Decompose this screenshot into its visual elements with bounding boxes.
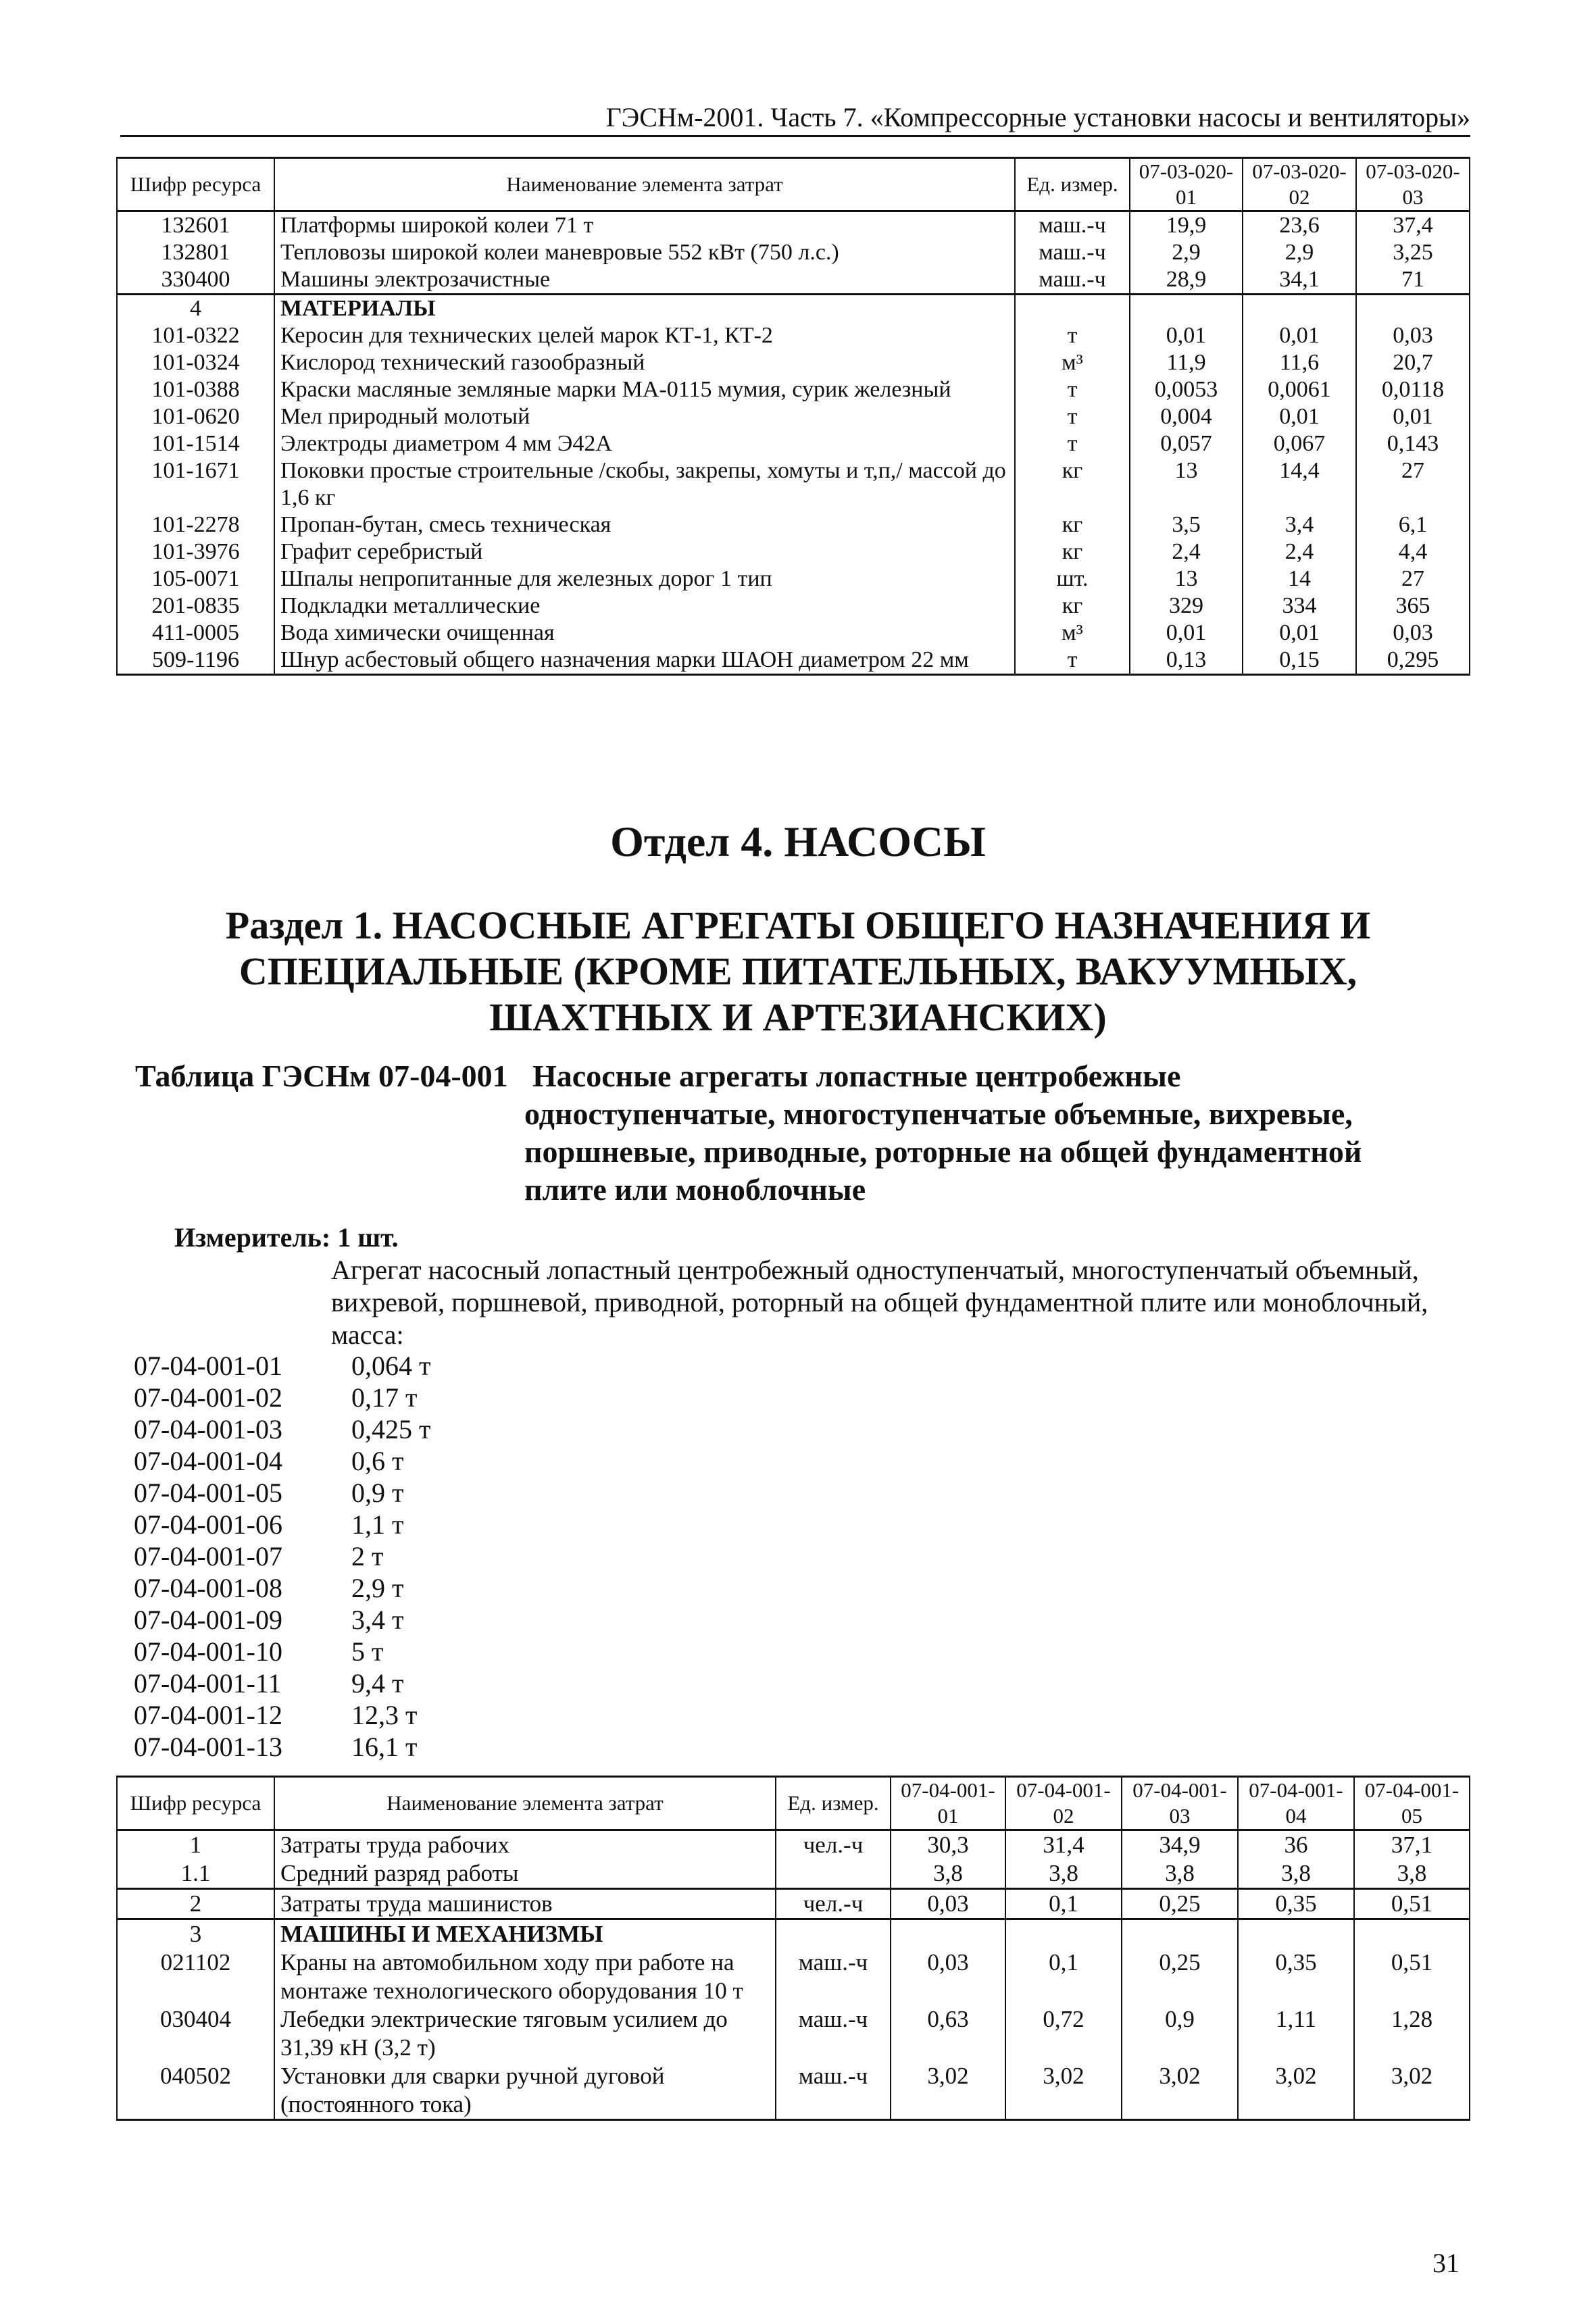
cost-element-cell: Подкладки металлические [274,593,1015,620]
unit-cell: м³ [1015,620,1130,647]
resource-code-cell: 101-1671 [117,457,274,511]
value-cell: 13 [1130,457,1243,511]
value-cell: 30,3 [891,1830,1005,1860]
norm-code: 07-04-001-03 [134,1414,282,1444]
value-cell: 0,004 [1130,403,1243,430]
table-row [117,620,1470,647]
value-cell [1356,295,1470,323]
table-row [117,1948,1470,2005]
table-title [135,1057,1460,1209]
value-cell: 3,8 [1122,1859,1238,1889]
value-cell: 0,72 [1005,2005,1122,2062]
value-cell: 37,4 [1356,211,1470,240]
value-cell: 37,1 [1354,1830,1470,1860]
value-cell: 3,02 [1238,2062,1354,2120]
table-header-row [117,158,1470,211]
value-cell: 3,02 [1005,2062,1122,2120]
cost-element-cell: МАТЕРИАЛЫ [274,295,1015,323]
code-mass-row [134,1350,430,1382]
value-cell: 0,63 [891,2005,1005,2062]
col-header: 07-03-020-03 [1356,158,1470,211]
section-title-line: ШАХТНЫХ И АРТЕЗИАНСКИХ) [489,995,1107,1039]
value-cell: 0,03 [1356,620,1470,647]
value-cell: 0,13 [1130,647,1243,675]
col-header: 07-04-001-01 [891,1777,1005,1830]
table-title-line: одноступенчатые, многоступенчатые объемные, вихревые, [524,1097,1353,1131]
value-cell: 365 [1356,593,1470,620]
norm-mass: 12,3 т [351,1700,418,1730]
value-cell: 3,8 [1238,1859,1354,1889]
norm-mass: 5 т [351,1636,384,1667]
value-cell: 6,1 [1356,511,1470,538]
cost-element-cell: Установки для сварки ручной дуговой (постоянного тока) [274,2062,776,2120]
norm-mass: 1,1 т [351,1509,404,1540]
value-cell: 0,01 [1130,620,1243,647]
value-cell: 2,9 [1130,239,1243,266]
norm-code: 07-04-001-10 [134,1636,282,1667]
value-cell: 4,4 [1356,538,1470,565]
table-row [117,295,1470,323]
value-cell: 27 [1356,457,1470,511]
value-cell: 28,9 [1130,266,1243,295]
norm-code: 07-04-001-01 [134,1351,282,1381]
norm-code: 07-04-001-13 [134,1732,282,1762]
norm-code: 07-04-001-07 [134,1541,282,1571]
cost-element-cell: Тепловозы широкой колеи маневровые 552 кВт (750 л.с.) [274,239,1015,266]
code-mass-row [134,1699,430,1731]
unit-cell: т [1015,647,1130,675]
value-cell: 0,25 [1122,1948,1238,2005]
cost-element-cell: Электроды диаметром 4 мм Э42А [274,430,1015,457]
code-mass-row [134,1667,430,1699]
value-cell: 329 [1130,593,1243,620]
unit-cell: т [1015,430,1130,457]
unit-cell: кг [1015,457,1130,511]
value-cell: 0,01 [1243,322,1356,349]
unit-cell: шт. [1015,565,1130,593]
value-cell: 3,8 [1005,1859,1122,1889]
cost-element-cell: Платформы широкой колеи 71 т [274,211,1015,240]
col-header: Наименование элемента затрат [274,158,1015,211]
value-cell: 0,15 [1243,647,1356,675]
norm-mass: 2,9 т [351,1573,404,1603]
resource-code-cell: 201-0835 [117,593,274,620]
value-cell: 0,1 [1005,1948,1122,2005]
cost-element-cell: Средний разряд работы [274,1859,776,1889]
unit-cell [776,1919,891,1949]
value-cell: 0,143 [1356,430,1470,457]
value-cell: 0,35 [1238,1889,1354,1919]
unit-cell: кг [1015,593,1130,620]
unit-cell: маш.-ч [776,2062,891,2120]
cost-element-cell: Краны на автомобильном ходу при работе на монтаже технологического оборудования 10 т [274,1948,776,2005]
value-cell: 0,057 [1130,430,1243,457]
unit-cell: маш.-ч [1015,211,1130,240]
table-row [117,211,1470,240]
value-cell [1122,1919,1238,1949]
table-row [117,593,1470,620]
value-cell: 71 [1356,266,1470,295]
unit-cell [776,1859,891,1889]
value-cell: 27 [1356,565,1470,593]
value-cell: 2,9 [1243,239,1356,266]
resource-code-cell: 040502 [117,2062,274,2120]
unit-cell: маш.-ч [776,2005,891,2062]
cost-element-cell: Графит серебристый [274,538,1015,565]
cost-element-cell: Пропан-бутан, смесь техническая [274,511,1015,538]
table-row [117,376,1470,403]
value-cell: 0,51 [1354,1948,1470,2005]
value-cell: 0,03 [891,1948,1005,2005]
value-cell: 0,295 [1356,647,1470,675]
resource-code-cell: 101-0322 [117,322,274,349]
norm-mass: 3,4 т [351,1605,404,1635]
value-cell: 0,9 [1122,2005,1238,2062]
col-header: 07-03-020-02 [1243,158,1356,211]
resource-code-cell: 411-0005 [117,620,274,647]
unit-cell: м³ [1015,349,1130,376]
norm-mass: 0,9 т [351,1478,404,1508]
resource-code-cell: 1.1 [117,1859,274,1889]
section-title-line: СПЕЦИАЛЬНЫЕ (КРОМЕ ПИТАТЕЛЬНЫХ, ВАКУУМНЫХ, [239,949,1357,993]
value-cell: 0,51 [1354,1889,1470,1919]
department-title: Отдел 4. НАСОСЫ [610,818,986,865]
resource-code-cell: 132801 [117,239,274,266]
cost-element-cell: МАШИНЫ И МЕХАНИЗМЫ [274,1919,776,1949]
unit-cell [1015,295,1130,323]
unit-cell: кг [1015,511,1130,538]
value-cell [1005,1919,1122,1949]
value-cell: 0,25 [1122,1889,1238,1919]
resource-code-cell: 330400 [117,266,274,295]
col-header: Наименование элемента затрат [274,1777,776,1830]
value-cell: 3,5 [1130,511,1243,538]
code-mass-row [134,1731,430,1763]
table-title-line: плите или моноблочные [524,1172,866,1207]
table-row [117,2005,1470,2062]
unit-cell: т [1015,322,1130,349]
table-title-line: поршневые, приводные, роторные на общей фундаментной [524,1134,1362,1169]
table-row [117,239,1470,266]
resource-code-cell: 132601 [117,211,274,240]
unit-cell: т [1015,403,1130,430]
section-title-line: Раздел 1. НАСОСНЫЕ АГРЕГАТЫ ОБЩЕГО НАЗНАЧЕНИЯ И [225,903,1371,947]
norm-mass: 9,4 т [351,1668,404,1699]
code-mass-row [134,1604,430,1636]
resource-code-cell: 101-0324 [117,349,274,376]
norm-mass: 16,1 т [351,1732,418,1762]
value-cell: 11,9 [1130,349,1243,376]
resource-code-cell: 101-2278 [117,511,274,538]
table-row [117,1830,1470,1860]
description: Агрегат насосный лопастный центробежный одноступенчатый, многоступенчатый объемный, вихревой, поршневой, приводной, роторный на общей фундаментной плите или моноблочный, масса: [331,1255,1428,1350]
value-cell: 3,25 [1356,239,1470,266]
col-header: 07-03-020-01 [1130,158,1243,211]
unit-cell: чел.-ч [776,1830,891,1860]
cost-element-cell: Мел природный молотый [274,403,1015,430]
value-cell: 0,1 [1005,1889,1122,1919]
code-mass-row [134,1413,430,1445]
norm-code: 07-04-001-05 [134,1478,282,1508]
table-title-prefix: Таблица ГЭСНм 07-04-001 [135,1059,508,1093]
cost-element-cell: Затраты труда рабочих [274,1830,776,1860]
value-cell: 0,01 [1243,620,1356,647]
value-cell: 0,01 [1130,322,1243,349]
code-mass-row [134,1477,430,1509]
resource-code-cell: 105-0071 [117,565,274,593]
value-cell: 36 [1238,1830,1354,1860]
page-number: 31 [1432,2248,1460,2278]
resource-code-cell: 101-0388 [117,376,274,403]
table-row [117,266,1470,295]
value-cell: 14,4 [1243,457,1356,511]
value-cell: 11,6 [1243,349,1356,376]
resource-code-cell: 030404 [117,2005,274,2062]
value-cell: 31,4 [1005,1830,1122,1860]
value-cell: 20,7 [1356,349,1470,376]
norm-mass: 0,064 т [351,1351,431,1381]
value-cell: 0,0118 [1356,376,1470,403]
value-cell: 0,35 [1238,1948,1354,2005]
table-row [117,1919,1470,1949]
running-header: ГЭСНм-2001. Часть 7. «Компрессорные установки насосы и вентиляторы» [605,102,1470,132]
cost-element-cell: Поковки простые строительные /скобы, закрепы, хомуты и т,п,/ массой до 1,6 кг [274,457,1015,511]
value-cell [891,1919,1005,1949]
norm-mass: 0,6 т [351,1446,404,1476]
code-mass-row [134,1445,430,1477]
norm-code: 07-04-001-09 [134,1605,282,1635]
table-row [117,430,1470,457]
resource-code-cell: 509-1196 [117,647,274,675]
value-cell [1243,295,1356,323]
value-cell: 0,01 [1356,403,1470,430]
value-cell: 34,9 [1122,1830,1238,1860]
value-cell: 0,03 [891,1889,1005,1919]
value-cell: 0,0053 [1130,376,1243,403]
unit-cell: кг [1015,538,1130,565]
value-cell: 19,9 [1130,211,1243,240]
table-07-04-001 [116,1776,1470,2121]
resource-code-cell: 3 [117,1919,274,1949]
resource-code-cell: 2 [117,1889,274,1919]
value-cell: 3,8 [891,1859,1005,1889]
code-mass-row [134,1572,430,1604]
value-cell: 13 [1130,565,1243,593]
cost-element-cell: Шпалы непропитанные для железных дорог 1 тип [274,565,1015,593]
value-cell [1130,295,1243,323]
col-header: 07-04-001-05 [1354,1777,1470,1830]
header-rule [120,135,1470,137]
table-title-line: Насосные агрегаты лопастные центробежные [532,1059,1181,1093]
value-cell [1354,1919,1470,1949]
table-row [117,322,1470,349]
table-row [117,565,1470,593]
measure-unit: Измеритель: 1 шт. [174,1222,399,1253]
table-row [117,349,1470,376]
resource-code-cell: 4 [117,295,274,323]
unit-cell: маш.-ч [776,1948,891,2005]
value-cell: 14 [1243,565,1356,593]
unit-cell: маш.-ч [1015,239,1130,266]
value-cell: 1,28 [1354,2005,1470,2062]
norm-code: 07-04-001-12 [134,1700,282,1730]
norm-code: 07-04-001-06 [134,1509,282,1540]
col-header: Ед. измер. [1015,158,1130,211]
unit-cell: т [1015,376,1130,403]
table-row [117,403,1470,430]
value-cell: 3,02 [1354,2062,1470,2120]
unit-cell: маш.-ч [1015,266,1130,295]
resource-code-cell: 021102 [117,1948,274,2005]
value-cell: 2,4 [1130,538,1243,565]
value-cell: 23,6 [1243,211,1356,240]
cost-element-cell: Шнур асбестовый общего назначения марки ШАОН диаметром 22 мм [274,647,1015,675]
code-mass-row [134,1540,430,1572]
value-cell: 2,4 [1243,538,1356,565]
code-mass-row [134,1382,430,1413]
cost-element-cell: Лебедки электрические тяговым усилием до 31,39 кН (3,2 т) [274,2005,776,2062]
norm-mass: 0,17 т [351,1382,418,1413]
resource-code-cell: 101-3976 [117,538,274,565]
norm-code: 07-04-001-08 [134,1573,282,1603]
col-header: Ед. измер. [776,1777,891,1830]
value-cell: 1,11 [1238,2005,1354,2062]
cost-element-cell: Затраты труда машинистов [274,1889,776,1919]
code-mass-row [134,1636,430,1667]
table-row [117,1889,1470,1919]
table-header-row [117,1777,1470,1830]
cost-element-cell: Кислород технический газообразный [274,349,1015,376]
value-cell: 3,02 [1122,2062,1238,2120]
value-cell: 3,4 [1243,511,1356,538]
col-header: 07-04-001-04 [1238,1777,1354,1830]
value-cell: 3,8 [1354,1859,1470,1889]
code-mass-row [134,1509,430,1540]
table-07-03-020 [116,157,1470,676]
value-cell: 0,0061 [1243,376,1356,403]
cost-element-cell: Машины электрозачистные [274,266,1015,295]
table-row [117,1859,1470,1889]
col-header: Шифр ресурса [117,1777,274,1830]
cost-element-cell: Краски масляные земляные марки МА-0115 мумия, сурик железный [274,376,1015,403]
table-row [117,2062,1470,2120]
unit-cell: чел.-ч [776,1889,891,1919]
norm-code: 07-04-001-02 [134,1382,282,1413]
table-row [117,511,1470,538]
resource-code-cell: 101-1514 [117,430,274,457]
table-row [117,457,1470,511]
value-cell: 0,01 [1243,403,1356,430]
value-cell: 34,1 [1243,266,1356,295]
value-cell: 0,067 [1243,430,1356,457]
value-cell: 3,02 [891,2062,1005,2120]
resource-code-cell: 101-0620 [117,403,274,430]
value-cell: 0,03 [1356,322,1470,349]
value-cell: 334 [1243,593,1356,620]
col-header: 07-04-001-03 [1122,1777,1238,1830]
resource-code-cell: 1 [117,1830,274,1860]
col-header: 07-04-001-02 [1005,1777,1122,1830]
norm-mass: 2 т [351,1541,384,1571]
table-row [117,647,1470,675]
norm-code: 07-04-001-04 [134,1446,282,1476]
col-header: Шифр ресурса [117,158,274,211]
norm-mass: 0,425 т [351,1414,431,1444]
table-row [117,538,1470,565]
cost-element-cell: Вода химически очищенная [274,620,1015,647]
cost-element-cell: Керосин для технических целей марок КТ-1, КТ-2 [274,322,1015,349]
norm-code: 07-04-001-11 [134,1668,282,1699]
value-cell [1238,1919,1354,1949]
code-mass-list [134,1350,430,1763]
